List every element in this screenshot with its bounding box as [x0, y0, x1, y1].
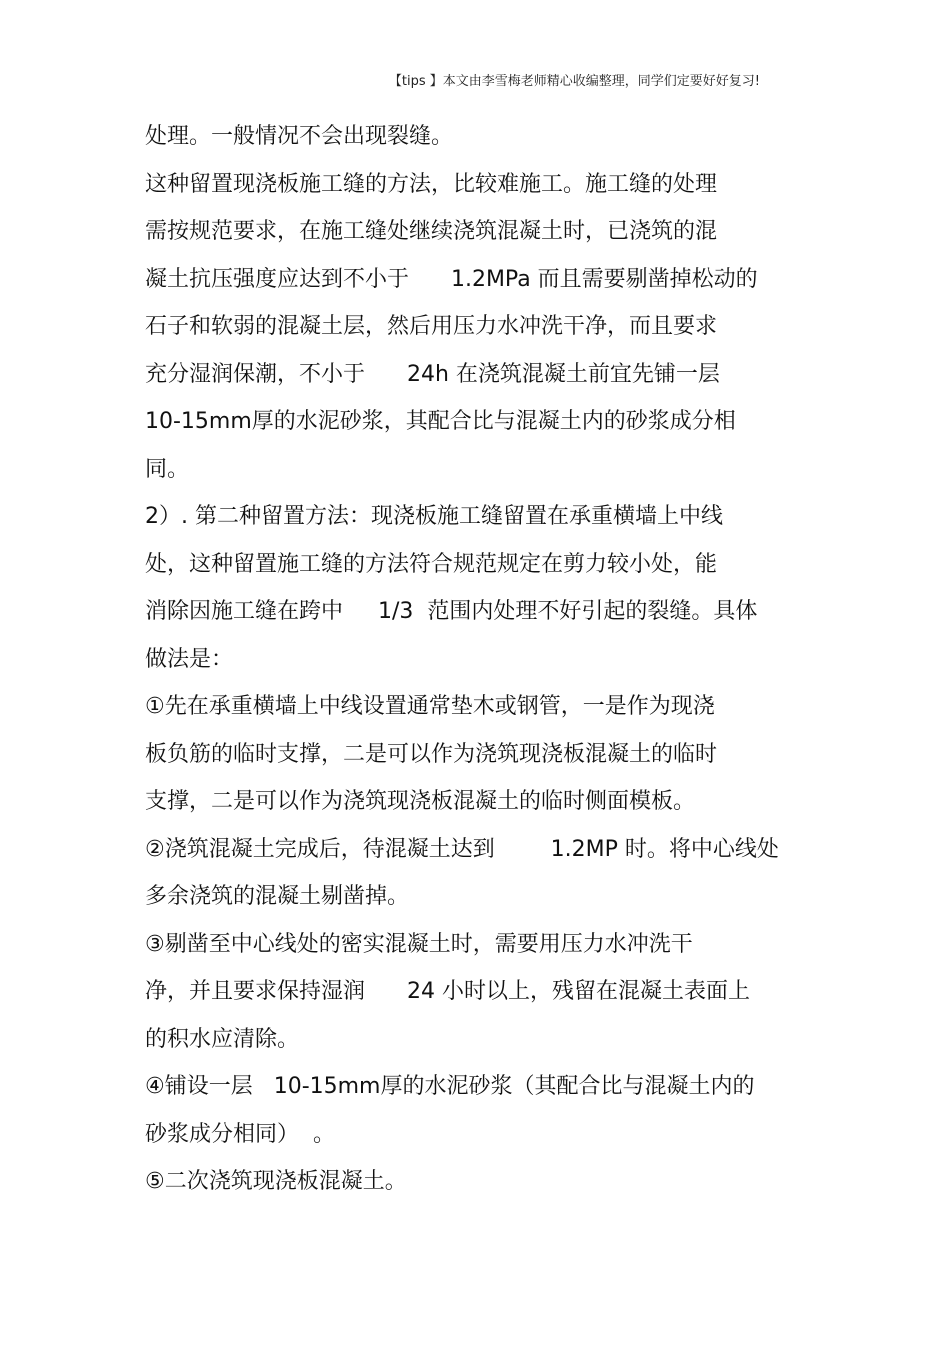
paragraph-line: 支撑，二是可以作为浇筑现浇板混凝土的临时侧面模板。 — [145, 789, 696, 814]
paragraph-line: 消除因施工缝在跨中 1/3 范围内处理不好引起的裂缝。具体 — [145, 599, 758, 624]
header-tip: 【tips 】本文由李雪梅老师精心收编整理，同学们定要好好复习! — [388, 74, 760, 89]
paragraph-line: 板负筋的临时支撑，二是可以作为浇筑现浇板混凝土的临时 — [145, 741, 718, 767]
paragraph-line: 多余浇筑的混凝土剔凿掉。 — [145, 884, 410, 909]
paragraph-line: 10-15mm厚的水泥砂浆，其配合比与混凝土内的砂浆成分相 — [145, 409, 736, 434]
paragraph-line: ④铺设一层 10-15mm厚的水泥砂浆（其配合比与混凝土内的 — [145, 1074, 755, 1099]
paragraph-line: ①先在承重横墙上中线设置通常垫木或钢管，一是作为现浇 — [145, 694, 715, 719]
document-body — [145, 125, 865, 1218]
paragraph-line: 2）. 第二种留置方法：现浇板施工缝留置在承重横墙上中线 — [145, 504, 723, 529]
paragraph-line: 这种留置现浇板施工缝的方法，比较难施工。施工缝的处理 — [145, 171, 718, 197]
paragraph-line: 的积水应清除。 — [145, 1026, 300, 1052]
paragraph-line: 处理。一般情况不会出现裂缝。 — [145, 124, 454, 149]
paragraph-line: 同。 — [145, 456, 190, 482]
paragraph-line: ②浇筑混凝土完成后，待混凝土达到 1.2MP 时。将中心线处 — [145, 836, 779, 862]
paragraph-line: 凝土抗压强度应达到不小于 1.2MPa 而且需要剔凿掉松动的 — [145, 266, 758, 292]
paragraph-line: 做法是： — [145, 646, 234, 672]
paragraph-line: ③剔凿至中心线处的密实混凝土时，需要用压力水冲洗干 — [145, 931, 693, 957]
paragraph-line: 需按规范要求，在施工缝处继续浇筑混凝土时，已浇筑的混 — [145, 219, 718, 244]
paragraph-line: ⑤二次浇筑现浇板混凝土。 — [145, 1169, 407, 1194]
paragraph-line: 净，并且要求保持湿润 24 小时以上，残留在混凝土表面上 — [145, 979, 750, 1004]
paragraph-line: 石子和软弱的混凝土层，然后用压力水冲洗干净，而且要求 — [145, 314, 718, 339]
paragraph-line: 砂浆成分相同） 。 — [145, 1121, 335, 1147]
paragraph-line: 处，这种留置施工缝的方法符合规范规定在剪力较小处，能 — [145, 551, 718, 577]
paragraph-line: 充分湿润保潮，不小于 24h 在浇筑混凝土前宜先铺一层 — [145, 361, 720, 387]
